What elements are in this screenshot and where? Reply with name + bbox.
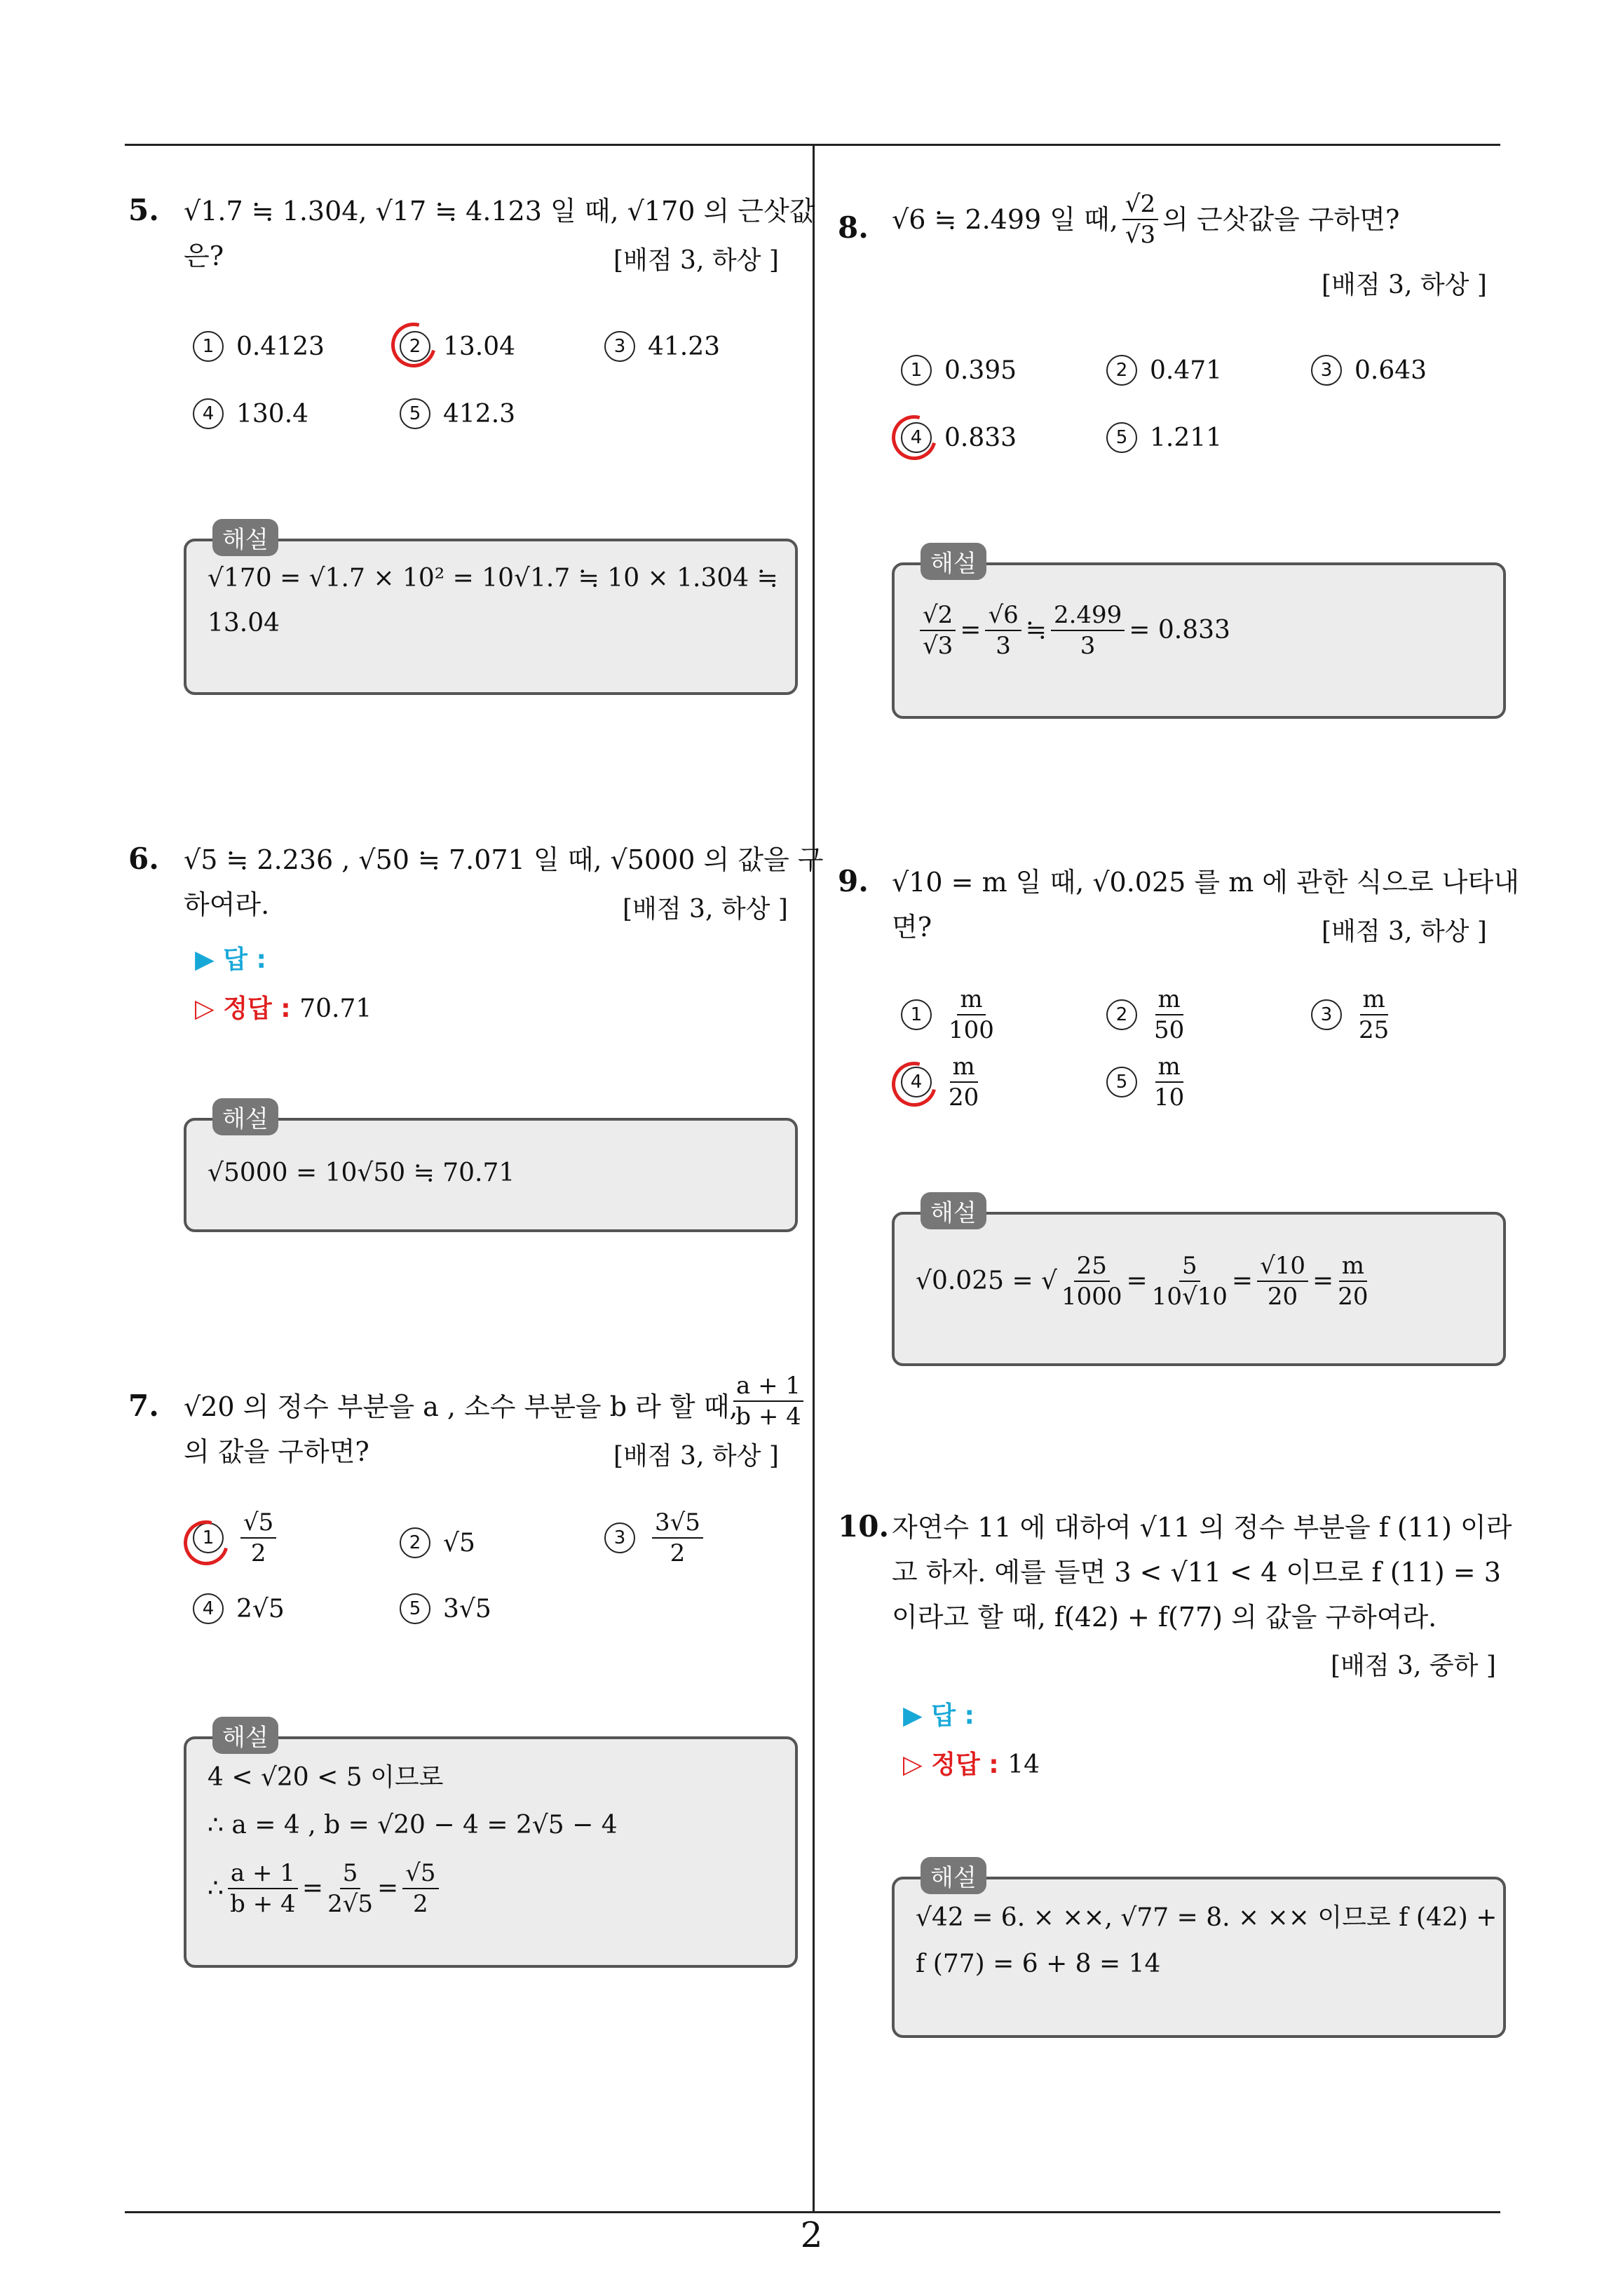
score-meta: [배점 3, 하상 ] — [1322, 271, 1487, 299]
column-divider — [813, 144, 815, 2212]
choice-number-icon: 1 — [193, 1522, 224, 1553]
question-text: 하여라. — [184, 889, 270, 920]
score-meta: [배점 3, 하상 ] — [613, 246, 779, 275]
choice-number-icon: 1 — [901, 999, 932, 1030]
choice-number-icon: 5 — [1106, 422, 1137, 453]
question-text: 의 값을 구하면? — [184, 1436, 369, 1467]
choice-3[interactable]: 3 $\frac{3√5}{2}$ — [604, 1508, 707, 1568]
choice-5[interactable]: 5 $\frac{m}{10}$ — [1106, 1052, 1188, 1112]
bottom-rule — [125, 2211, 1500, 2213]
choice-number-icon: 3 — [604, 331, 635, 362]
choice-number-icon: 1 — [901, 355, 932, 386]
question-number: 6. — [128, 842, 159, 876]
explanation-box — [184, 1118, 798, 1232]
score-meta: [배점 3, 중하 ] — [1331, 1652, 1496, 1680]
question-text: 자연수 11 에 대하여 √11 의 정수 부분을 f (11) 이라 — [892, 1512, 1512, 1543]
choice-1[interactable]: 1 0.395 — [901, 355, 1017, 386]
explanation-tag: 해설 — [212, 1717, 278, 1754]
explanation-text: √0.025 = √ $\frac{25}{1000}$ = $\frac{5}{10√10}$ = $\frac{√10}{20}$ = $\frac{m}{20}$ — [916, 1252, 1369, 1311]
choice-5[interactable]: 5 1.211 — [1106, 422, 1222, 453]
explanation-text: $\frac{√2}{√3}$ = $\frac{√6}{3}$ ≒ $\frac{2.499}{3}$ = 0.833 — [916, 600, 1230, 661]
explanation-tag: 해설 — [921, 543, 986, 580]
choice-number-icon: 2 — [1106, 999, 1137, 1030]
question-text: 고 하자. 예를 들면 3 < √11 < 4 이므로 f (11) = 3 — [892, 1557, 1501, 1588]
explanation-text: √5000 = 10√50 ≒ 70.71 — [208, 1159, 515, 1187]
choice-number-icon: 5 — [400, 1593, 430, 1624]
question-text: √5 ≒ 2.236 , √50 ≒ 7.071 일 때, √5000 의 값을 구 — [184, 844, 824, 875]
choice-2[interactable]: 2 √5 — [400, 1527, 475, 1558]
explanation-box — [184, 539, 798, 695]
question-text: √10 = m 일 때, √0.025 를 m 에 관한 식으로 나타내 — [892, 867, 1519, 898]
choice-number-icon: 5 — [400, 398, 430, 429]
choice-3[interactable]: 3 0.643 — [1311, 355, 1427, 386]
choice-number-icon: 5 — [1106, 1067, 1137, 1098]
question-number: 7. — [128, 1389, 159, 1423]
explanation-text: f (77) = 6 + 8 = 14 — [916, 1950, 1161, 1978]
choice-4[interactable]: 4 $\frac{m}{20}$ — [901, 1052, 983, 1112]
choice-4[interactable]: 4 2√5 — [193, 1593, 285, 1624]
choice-number-icon: 2 — [400, 331, 430, 362]
explanation-box — [184, 1736, 798, 1968]
explanation-tag: 해설 — [212, 519, 278, 556]
explanation-box — [892, 1212, 1506, 1366]
choice-3[interactable]: 3 41.23 — [604, 331, 720, 362]
question-fraction: $\frac{a + 1}{b + 4}$ — [729, 1371, 808, 1431]
correct-answer: ▷ 정답 : 70.71 — [195, 994, 372, 1023]
choice-2[interactable]: 2 0.471 — [1106, 355, 1222, 386]
choice-2[interactable]: 2 13.04 — [400, 331, 515, 362]
choice-number-icon: 4 — [901, 1067, 932, 1098]
score-meta: [배점 3, 하상 ] — [1322, 917, 1487, 946]
explanation-text: ∴ $\frac{a + 1}{b + 4}$ = $\frac{5}{2√5}$ = $\frac{√5}{2}$ — [208, 1858, 443, 1919]
choice-number-icon: 2 — [1106, 355, 1137, 386]
explanation-box — [892, 1877, 1506, 2038]
choice-5[interactable]: 5 3√5 — [400, 1593, 491, 1624]
correct-answer: ▷ 정답 : 14 — [903, 1750, 1040, 1779]
question-text: 면? — [892, 912, 932, 943]
score-meta: [배점 3, 하상 ] — [623, 895, 788, 924]
question-text: √1.7 ≒ 1.304, √17 ≒ 4.123 일 때, √170 의 근삿값 — [184, 196, 815, 227]
choice-1[interactable]: 1 0.4123 — [193, 331, 325, 362]
choice-number-icon: 4 — [193, 398, 224, 429]
choice-number-icon: 3 — [1311, 999, 1342, 1030]
explanation-text: ∴ a = 4 , b = √20 − 4 = 2√5 − 4 — [208, 1811, 618, 1839]
question-number: 8. — [838, 210, 869, 245]
explanation-tag: 해설 — [921, 1857, 986, 1894]
explanation-text: 4 < √20 < 5 이므로 — [208, 1763, 444, 1792]
answer-mark-icon — [883, 407, 944, 468]
explanation-tag: 해설 — [921, 1192, 986, 1229]
explanation-tag: 해설 — [212, 1098, 278, 1135]
question-text: 은? — [184, 241, 224, 271]
choice-4[interactable]: 4 0.833 — [901, 422, 1017, 453]
choice-number-icon: 4 — [193, 1593, 224, 1624]
explanation-text: √42 = 6. × ××, √77 = 8. × ×× 이므로 f (42) + — [916, 1903, 1498, 1932]
question-text: √20 의 정수 부분을 a , 소수 부분을 b 라 할 때, — [184, 1391, 738, 1422]
choice-1[interactable]: 1 $\frac{√5}{2}$ — [193, 1508, 280, 1568]
choice-number-icon: 1 — [193, 331, 224, 362]
answer-input-label[interactable]: ▶ 답 : — [903, 1701, 975, 1730]
page-number: 2 — [800, 2215, 823, 2255]
choice-3[interactable]: 3 $\frac{m}{25}$ — [1311, 985, 1393, 1045]
choice-number-icon: 3 — [604, 1522, 635, 1553]
choice-number-icon: 4 — [901, 422, 932, 453]
answer-mark-icon — [383, 314, 444, 375]
explanation-text: √170 = √1.7 × 10² = 10√1.7 ≒ 10 × 1.304 ≒ — [208, 564, 778, 593]
choice-1[interactable]: 1 $\frac{m}{100}$ — [901, 985, 998, 1045]
choice-2[interactable]: 2 $\frac{m}{50}$ — [1106, 985, 1188, 1045]
question-number: 5. — [128, 193, 159, 227]
choice-number-icon: 3 — [1311, 355, 1342, 386]
explanation-box — [892, 562, 1506, 719]
explanation-text: 13.04 — [208, 609, 280, 637]
score-meta: [배점 3, 하상 ] — [613, 1442, 779, 1471]
choice-5[interactable]: 5 412.3 — [400, 398, 515, 429]
question-text: √6 ≒ 2.499 일 때, $\frac{√2}{√3}$ 의 근삿값을 구하면? — [892, 190, 1400, 249]
answer-input-label[interactable]: ▶ 답 : — [195, 945, 266, 974]
choice-4[interactable]: 4 130.4 — [193, 398, 308, 429]
question-number: 9. — [838, 864, 869, 898]
question-number: 10. — [838, 1509, 890, 1544]
question-text: 이라고 할 때, f(42) + f(77) 의 값을 구하여라. — [892, 1602, 1437, 1633]
choice-number-icon: 2 — [400, 1527, 430, 1558]
